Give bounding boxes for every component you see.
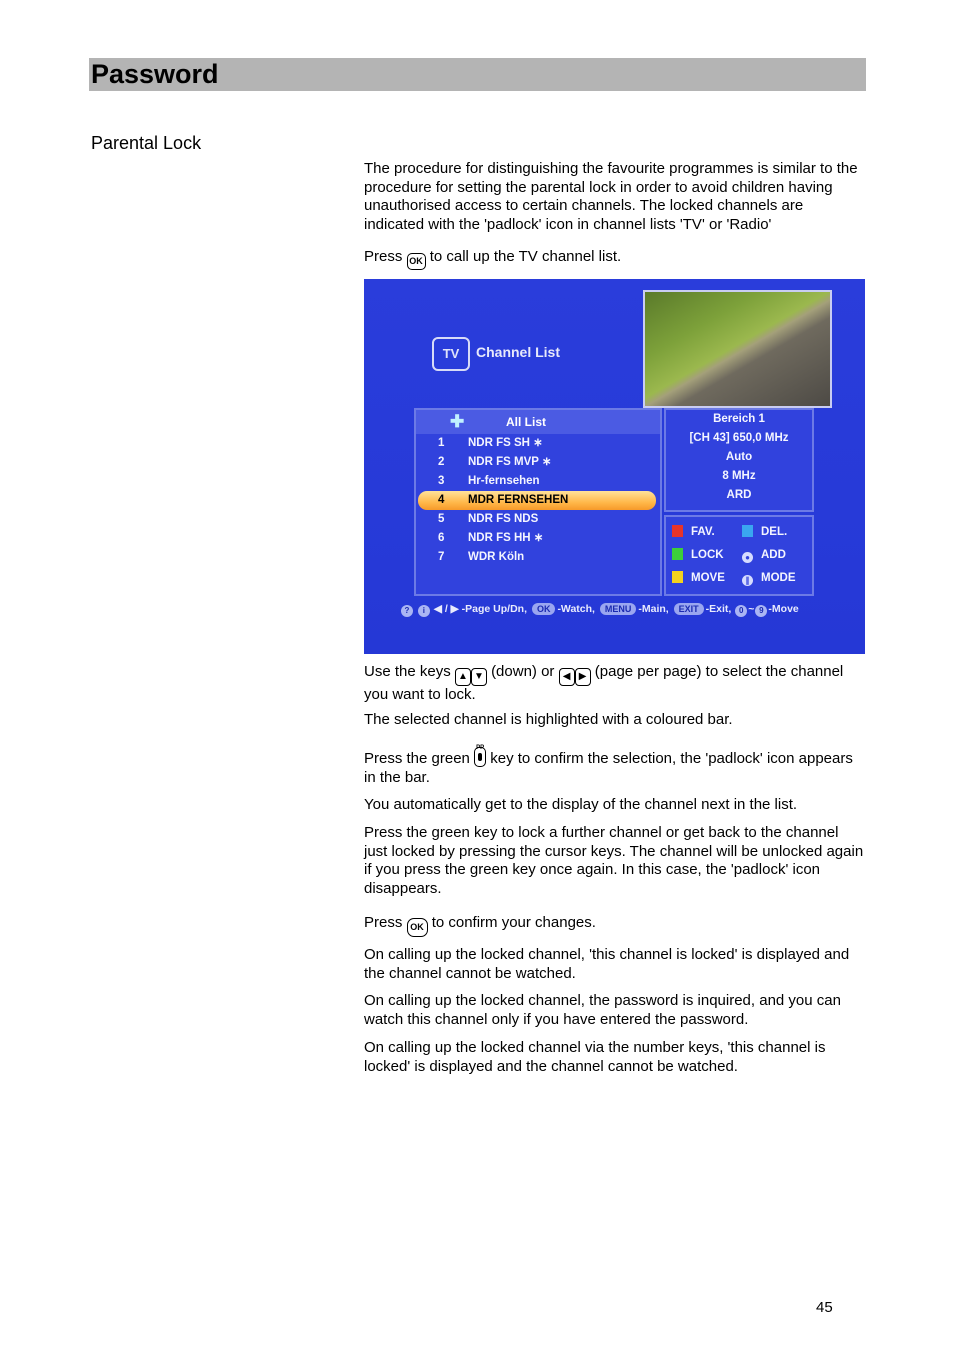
blue-key-icon	[742, 525, 753, 537]
tv-icon: TV	[432, 337, 470, 371]
green-key-icon: PP	[474, 747, 486, 767]
confirm-paragraph: Press OK to confirm your changes.	[364, 914, 864, 937]
color-key-legend	[664, 515, 814, 596]
dot-key-icon: ●	[742, 552, 753, 563]
legend-add: ● ADD	[742, 548, 786, 563]
info-icon: i	[418, 605, 430, 617]
highlight-paragraph: The selected channel is highlighted with a coloured bar.	[364, 711, 733, 728]
legend-mode: ∥ MODE	[742, 571, 796, 586]
channel-row: 6 NDR FS HH ∗	[438, 532, 544, 544]
list-header-label: All List	[506, 415, 547, 429]
note-paragraph: On calling up the locked channel via the number keys, 'this channel is locked' is displayed and the channel cannot be watched.	[364, 1039, 826, 1075]
legend-lock: LOCK	[672, 548, 724, 562]
channel-list	[414, 408, 662, 596]
red-key-icon	[672, 525, 683, 537]
channel-info-panel	[664, 408, 814, 512]
intro-text: The procedure for distinguishing the favourite programmes is similar to the procedure for setting the parental lock in order to avoid children having unauthorised access to certain channels. The locked channels are indicated with the 'padlock' icon in channel lists 'TV' or 'Radio'	[364, 160, 858, 233]
info-line: Auto	[725, 451, 753, 463]
right-arrow-key-icon: ▶	[575, 668, 591, 686]
yellow-key-icon	[672, 571, 683, 583]
zero-key-icon: 0	[735, 605, 747, 617]
video-preview	[643, 290, 832, 408]
green-key-icon	[672, 548, 683, 560]
info-line: Bereich 1	[713, 413, 765, 425]
channel-row: 5 NDR FS NDS	[438, 513, 539, 525]
legend-fav: FAV.	[672, 525, 715, 539]
step-call-before: Press	[364, 248, 403, 265]
left-arrow-key-icon: ◀	[559, 668, 575, 686]
channel-row: 2 NDR FS MVP ∗	[438, 456, 552, 468]
ok-key-icon: OK	[407, 918, 428, 937]
help-icon: ?	[401, 605, 413, 617]
pause-key-icon: ∥	[742, 575, 753, 586]
info-line: [CH 43] 650,0 MHz	[689, 432, 789, 444]
legend-move: MOVE	[672, 571, 725, 585]
channel-row-selected: 4 MDR FERNSEHEN	[418, 491, 656, 510]
auto-next-paragraph: You automatically get to the display of the channel next in the list.	[364, 796, 798, 813]
use-keys-paragraph: Use the keys ▲ ▼ (down) or ◀ ▶ (page per page) to select the channel you want to lock.	[364, 663, 844, 703]
note-paragraph: On calling up the locked channel, the password is inquired, and you can watch this channel only if you have entered the password.	[364, 992, 841, 1028]
menu-pill-icon: MENU	[600, 603, 637, 615]
channel-row: 3 Hr-fernsehen	[438, 475, 540, 487]
step-call-list	[364, 248, 864, 270]
green-press-paragraph: Press the green PP key to confirm the selection, the 'padlock' icon appears in the bar.	[364, 745, 853, 786]
page-number: 45	[816, 1299, 833, 1316]
ok-pill-icon: OK	[532, 603, 556, 615]
info-line: ARD	[726, 489, 752, 501]
intro-paragraph	[364, 160, 864, 234]
channel-row: 7 WDR Köln	[438, 551, 525, 563]
note-paragraph: On calling up the locked channel, 'this channel is locked' is displayed and the channel cannot be watched.	[364, 946, 850, 982]
exit-pill-icon: EXIT	[674, 603, 704, 615]
plus-icon: ✚	[450, 412, 465, 431]
left-arrow-icon: ◀ / ▶	[433, 603, 459, 615]
list-header	[416, 410, 660, 434]
screen-title-label: Channel List	[476, 344, 561, 360]
screen-footer-hints: ? i ◀ / ▶ -Page Up/Dn, OK -Watch, MENU -Main, EXIT -Exit, 0 ~ 9 -Move	[400, 603, 799, 617]
section-title: Parental Lock	[91, 133, 202, 153]
step-call-after: to call up the TV channel list.	[429, 248, 622, 265]
ok-key-icon: OK	[407, 253, 426, 270]
nine-key-icon: 9	[755, 605, 767, 617]
page-title: Password	[91, 59, 219, 89]
up-arrow-key-icon: ▲	[455, 668, 471, 686]
info-line: 8 MHz	[722, 470, 756, 482]
legend-del: DEL.	[742, 525, 787, 539]
channel-row: 1 NDR FS SH ∗	[438, 437, 543, 449]
down-arrow-key-icon: ▼	[471, 668, 487, 686]
tv-screenshot	[364, 279, 865, 654]
title-bar	[89, 58, 866, 91]
green-again-paragraph: Press the green key to lock a further channel or get back to the channel just locked by pressing the cursor keys. The channel will be unlocked again if you press the green key once again. In this case, the 'padlock' icon disappears.	[364, 824, 864, 897]
